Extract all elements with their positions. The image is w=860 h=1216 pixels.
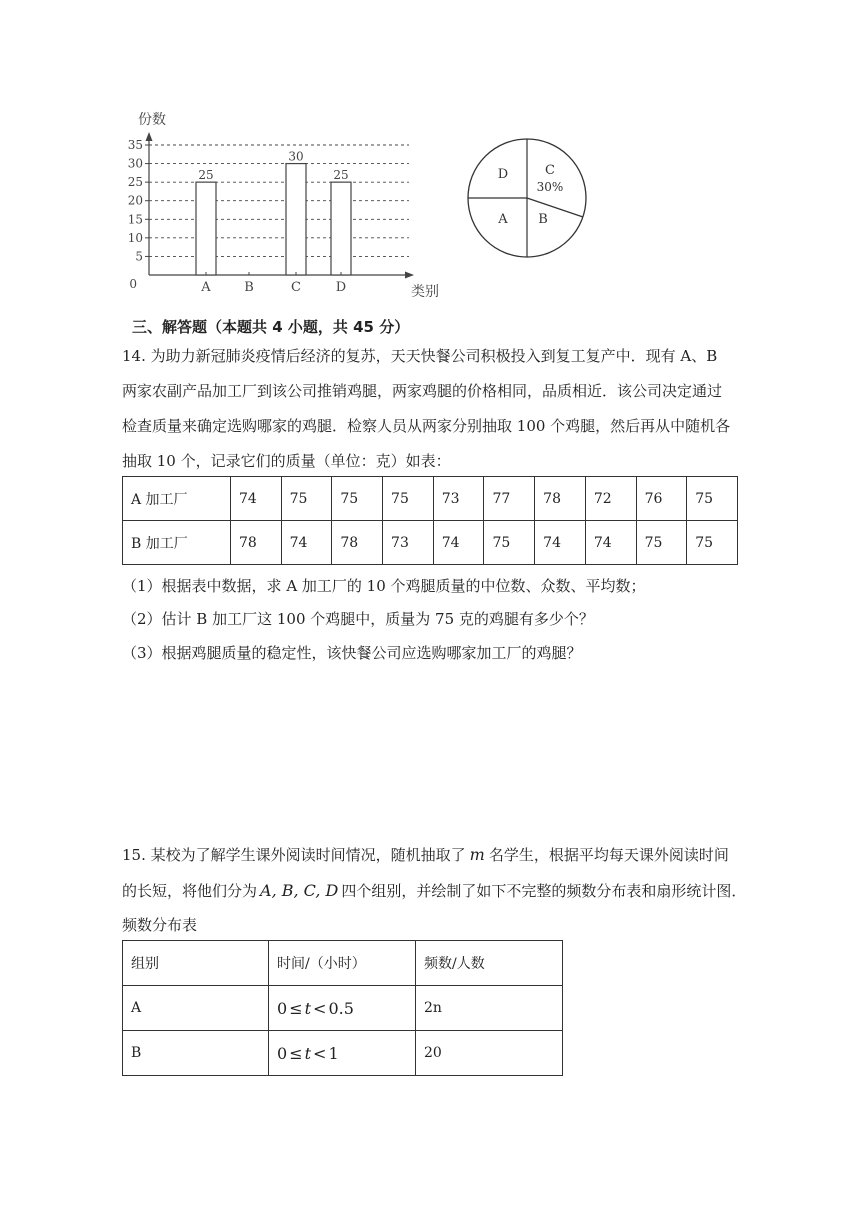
table-cell: 74 [585, 521, 636, 565]
q15-text: 15. 某校为了解学生课外阅读时间情况，随机抽取了 [122, 846, 466, 864]
table-caption: 频数分布表 [122, 916, 198, 934]
y-tick-label: 35 [127, 138, 143, 152]
table-row [123, 986, 563, 1031]
q14-text-line: 检查质量来确定选购哪家的鸡腿．检察人员从两家分别抽取 100 个鸡腿，然后再从中随机各 [122, 417, 731, 435]
q15-text-line-1 [122, 845, 729, 865]
data-label: 25 [333, 168, 349, 183]
range-lower: 0 [277, 1043, 288, 1063]
bar-c [286, 164, 306, 275]
bar-chart [108, 105, 453, 305]
bar-chart-data-labels [198, 150, 348, 183]
pie-slice-percent-c: 30% [536, 180, 564, 194]
range-upper: 1 [328, 1043, 339, 1063]
table-row [123, 521, 738, 565]
pie-chart [462, 133, 592, 263]
table-cell: 78 [230, 521, 281, 565]
pie-slice-label-b: B [538, 212, 548, 227]
table-cell-count: 2n [416, 986, 563, 1031]
q14-part-1: （1）根据表中数据，求 A 加工厂的 10 个鸡腿质量的中位数、众数、平均数； [122, 577, 646, 595]
y-tick-label: 0 [129, 277, 137, 291]
math-variable-t: t [304, 998, 312, 1018]
table-header: 组别 [123, 941, 269, 986]
bar-chart-tick-labels [128, 138, 143, 291]
x-tick-label: D [335, 280, 347, 295]
y-tick-label: 20 [127, 193, 143, 208]
table-header: 频数/人数 [416, 941, 563, 986]
table-row [123, 477, 738, 521]
table-cell-time-range [269, 1031, 416, 1076]
data-label: 30 [288, 149, 304, 164]
x-tick-label: C [291, 280, 301, 295]
x-axis-arrow [405, 272, 414, 279]
q15-text: 名学生，根据平均每天课外阅读时间 [488, 846, 729, 864]
table-cell: 74 [230, 477, 281, 521]
q14-part-3: （3）根据鸡腿质量的稳定性，该快餐公司应选购哪家加工厂的鸡腿？ [122, 644, 582, 662]
bar-chart-gridlines [145, 145, 409, 256]
table-cell: 75 [383, 477, 434, 521]
pie-slice-label-d: D [497, 167, 509, 182]
section-heading: 三、解答题（本题共 4 小题，共 45 分） [132, 318, 410, 336]
table-cell: 76 [636, 477, 687, 521]
table-cell: 75 [332, 477, 383, 521]
x-tick-label: B [244, 280, 254, 295]
table-cell: 74 [281, 521, 332, 565]
table-cell: 75 [484, 521, 535, 565]
table-header-row [123, 941, 563, 986]
table-cell: 78 [535, 477, 586, 521]
table-cell: 73 [433, 477, 484, 521]
range-op: < [313, 998, 327, 1018]
table-cell: 75 [281, 477, 332, 521]
table-cell: 78 [332, 521, 383, 565]
chicken-weight-table [122, 476, 738, 565]
math-group-letters: A, B, C, D [260, 881, 339, 900]
bar-chart-y-axis-label: 份数 [138, 112, 166, 128]
data-label: 25 [198, 168, 214, 183]
math-variable-t: t [304, 1043, 312, 1063]
range-op: ≤ [289, 1043, 303, 1063]
table-cell: 75 [636, 521, 687, 565]
y-tick-label: 25 [127, 175, 143, 190]
y-tick-label: 5 [135, 249, 143, 264]
range-lower: 0 [277, 998, 288, 1018]
table-cell: 73 [383, 521, 434, 565]
table-row [123, 1031, 563, 1076]
y-tick-label: 15 [127, 212, 143, 227]
frequency-distribution-table [122, 940, 563, 1076]
table-cell-time-range [269, 986, 416, 1031]
y-tick-label: 10 [127, 230, 143, 245]
table-header: 时间/（小时） [269, 941, 416, 986]
q14-part-2: （2）估计 B 加工厂这 100 个鸡腿中，质量为 75 克的鸡腿有多少个？ [122, 610, 594, 628]
pie-slice-label-a: A [498, 212, 508, 227]
q14-text-line: 两家农副产品加工厂到该公司推销鸡腿，两家鸡腿的价格相同，品质相近．该公司决定通过 [122, 382, 723, 400]
q15-text: 的长短，将他们分为 [122, 882, 258, 900]
y-axis-arrow [146, 132, 153, 141]
range-op: ≤ [289, 998, 303, 1018]
table-cell-group: A [123, 986, 269, 1031]
pie-slice-label-c: C [545, 163, 555, 178]
bar-a [196, 182, 216, 275]
math-variable-m: m [469, 845, 485, 864]
x-tick-label: A [201, 280, 211, 295]
y-tick-label: 30 [127, 156, 143, 171]
table-cell: 72 [585, 477, 636, 521]
bar-d [331, 182, 351, 275]
table-cell: 74 [433, 521, 484, 565]
table-row-label: B 加工厂 [123, 521, 231, 565]
table-row-label: A 加工厂 [123, 477, 231, 521]
q14-text-line: 14. 为助力新冠肺炎疫情后经济的复苏，天天快餐公司积极投入到复工复产中．现有 A、B [122, 347, 718, 365]
range-op: < [313, 1043, 327, 1063]
bar-chart-bars [196, 164, 351, 275]
bar-chart-x-axis-label: 类别 [411, 284, 439, 300]
q15-text-line-2 [122, 881, 746, 901]
table-cell-count: 20 [416, 1031, 563, 1076]
range-upper: 0.5 [328, 998, 354, 1018]
table-cell: 74 [535, 521, 586, 565]
table-cell: 77 [484, 477, 535, 521]
table-cell-group: B [123, 1031, 269, 1076]
table-cell: 75 [687, 521, 738, 565]
q15-text: 四个组别，并绘制了如下不完整的频数分布表和扇形统计图． [341, 882, 747, 900]
q14-text-line: 抽取 10 个，记录它们的质量（单位：克）如表： [122, 452, 451, 470]
table-cell: 75 [687, 477, 738, 521]
